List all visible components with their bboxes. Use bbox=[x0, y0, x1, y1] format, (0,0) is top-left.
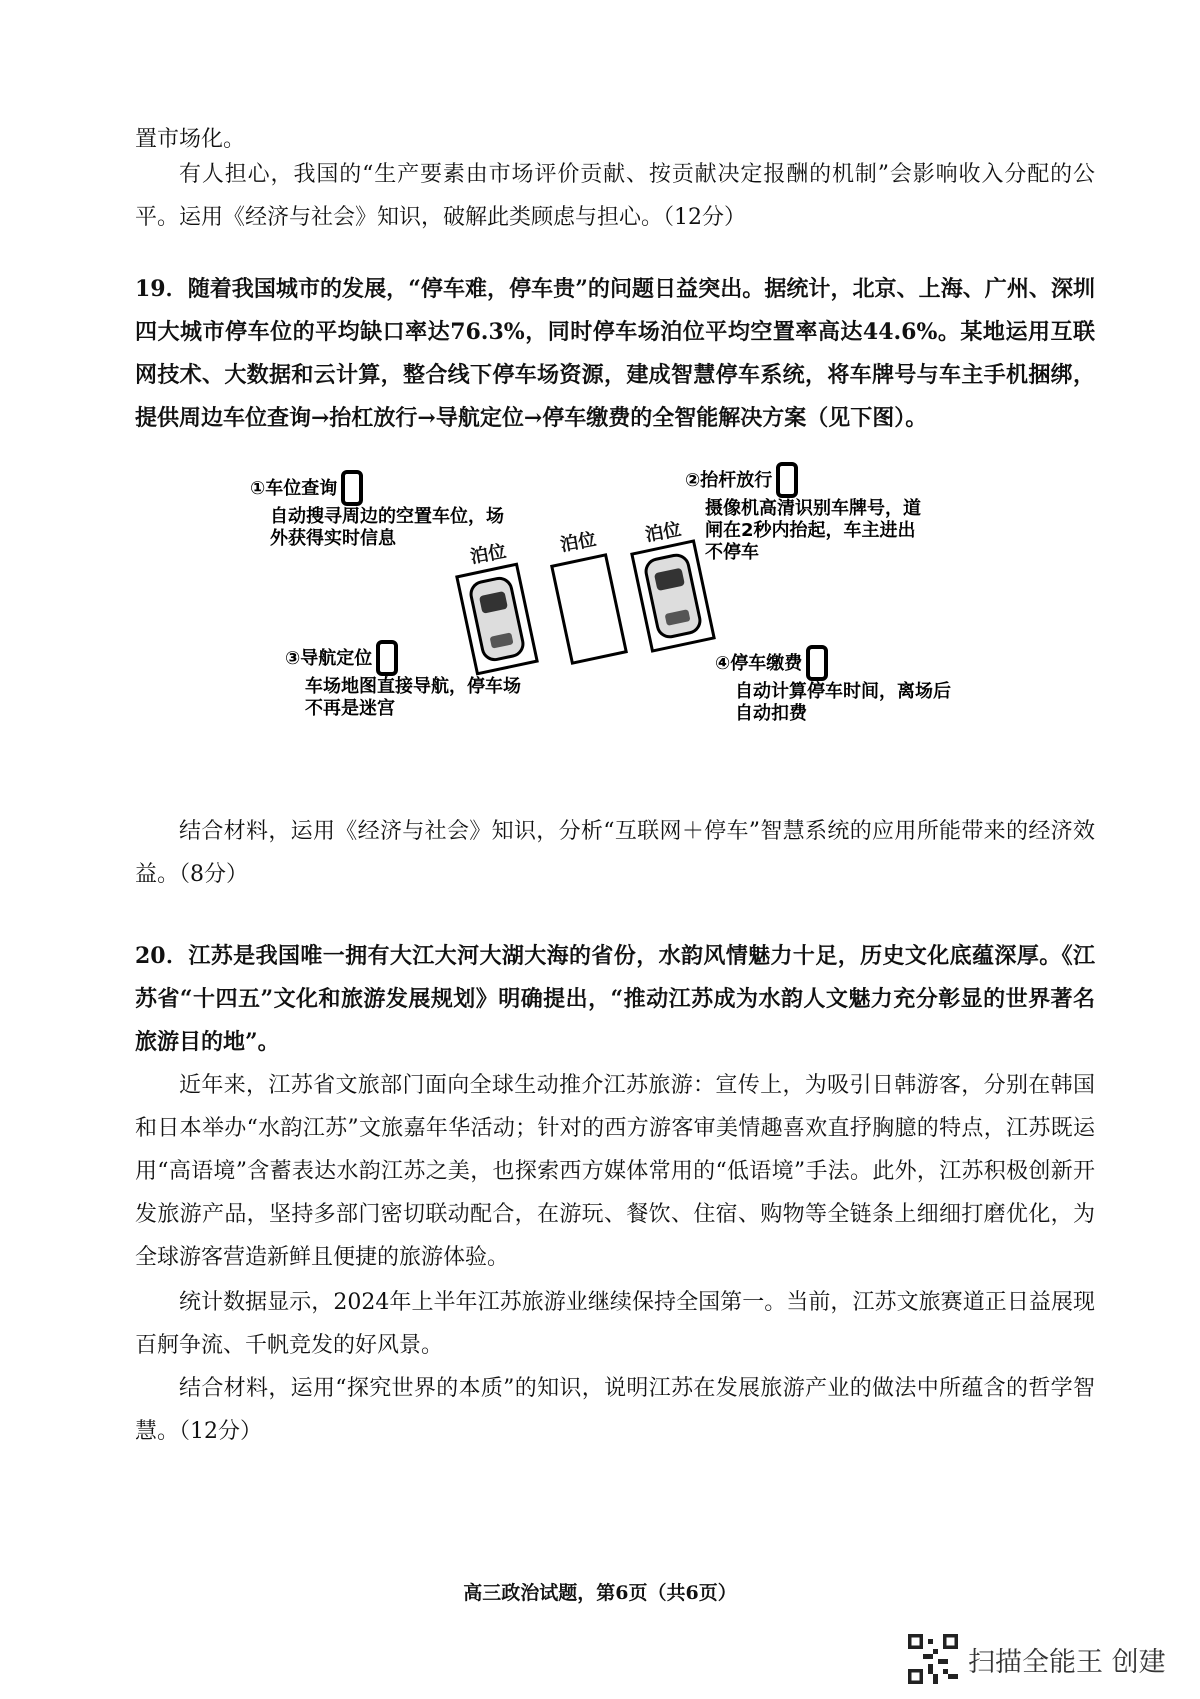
scanner-watermark bbox=[908, 1634, 1166, 1684]
q19-question: 结合材料，运用《经济与社会》知识，分析“互联网＋停车”智慧系统的应用所能带来的经济效益。（8分） bbox=[135, 819, 1095, 887]
q20-material-2: 近年来，江苏省文旅部门面向全球生动推介江苏旅游：宣传上，为吸引日韩游客，分别在韩国和日本举办“水韵江苏”文旅嘉年华活动；针对的西方游客审美情趣喜欢直抒胸臆的特点，江苏既运用“高语境”含蓄表达水韵江苏之美，也探索西方媒体常用的“低语境”手法。此外，江苏积极创新开发旅游产品，坚持多部门密切联动配合，在游玩、餐饮、住宿、购物等全链条上细细打磨优化，为全球游客营造新鲜且便捷的旅游体验。 bbox=[135, 1073, 1095, 1270]
q19-material: 19．随着我国城市的发展，“停车难，停车贵”的问题日益突出。据统计，北京、上海、广州、深圳四大城市停车位的平均缺口率达76.3%，同时停车场泊位平均空置率高达44.6%。某地运用互联网技术、大数据和云计算，整合线下停车场资源，建成智慧停车系统，将车牌号与车主手机捆绑，提供周边车位查询→抬杠放行→导航定位→停车缴费的全智能解决方案（见下图）。 bbox=[135, 276, 1095, 431]
page-footer: 高三政治试题，第6页（共6页） bbox=[463, 1582, 737, 1604]
q20-material-3: 统计数据显示，2024年上半年江苏旅游业继续保持全国第一。当前，江苏文旅赛道正日益展现百舸争流、千帆竞发的好风景。 bbox=[135, 1290, 1095, 1358]
slot-label: 泊位 bbox=[643, 519, 683, 546]
step-1-desc: 自动搜寻周边的空置车位，场外获得实时信息 bbox=[270, 506, 504, 549]
phone-icon bbox=[806, 645, 828, 681]
step-2-title: ②抬杆放行 bbox=[685, 470, 773, 491]
q20-material-1: 20．江苏是我国唯一拥有大江大河大湖大海的省份，水韵风情魅力十足，历史文化底蕴深厚。《江苏省“十四五”文化和旅游发展规划》明确提出，“推动江苏成为水韵人文魅力充分彰显的世界著名旅游目的地”。 bbox=[135, 943, 1095, 1055]
section18-question: 有人担心，我国的“生产要素由市场评价贡献、按贡献决定报酬的机制”会影响收入分配的公平。运用《经济与社会》知识，破解此类顾虑与担心。（12分） bbox=[135, 162, 1095, 230]
parking-slots bbox=[468, 519, 790, 660]
smart-parking-diagram bbox=[250, 470, 1010, 805]
section18-line1: 置市场化。 bbox=[135, 127, 246, 152]
diagram-step-1 bbox=[250, 470, 510, 550]
step-4-desc: 自动计算停车时间，离场后自动扣费 bbox=[735, 681, 951, 724]
q20-question: 结合材料，运用“探究世界的本质”的知识，说明江苏在发展旅游产业的做法中所蕴含的哲学智慧。（12分） bbox=[135, 1376, 1095, 1444]
step-3-desc: 车场地图直接导航，停车场不再是迷宫 bbox=[305, 676, 521, 719]
phone-icon bbox=[341, 470, 363, 506]
step-3-title: ③导航定位 bbox=[285, 648, 373, 669]
phone-icon bbox=[776, 462, 798, 498]
step-4-title: ④停车缴费 bbox=[715, 653, 803, 674]
qr-code-icon bbox=[908, 1634, 958, 1684]
slot-label: 泊位 bbox=[558, 529, 598, 556]
slot-label: 泊位 bbox=[468, 541, 508, 568]
watermark-text: 扫描全能王 创建 bbox=[968, 1646, 1166, 1678]
parking-slot bbox=[550, 553, 628, 665]
step-1-title: ①车位查询 bbox=[250, 478, 338, 499]
phone-icon bbox=[376, 640, 398, 676]
step-2-desc: 摄像机高清识别车牌号，道闸在2秒内抬起，车主进出不停车 bbox=[705, 498, 921, 563]
